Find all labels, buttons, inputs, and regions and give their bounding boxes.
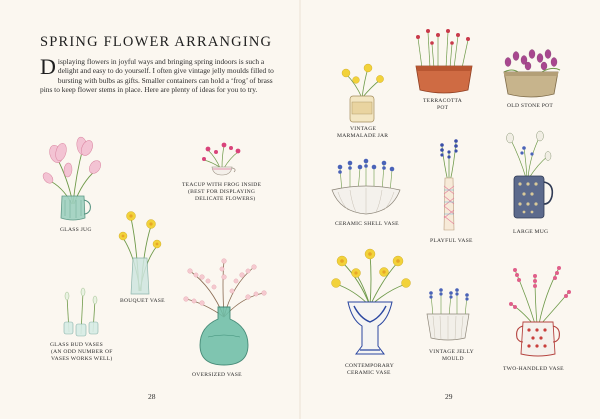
- label-teacup-line1: TEACUP WITH FROG INSIDE: [182, 182, 262, 188]
- label-ceramic-shell-vase: CERAMIC SHELL VASE: [335, 221, 399, 227]
- label-glass-bud-line3: VASES WORKS WELL): [51, 356, 113, 362]
- two-handled-vase-illustration: [505, 262, 575, 362]
- label-old-stone-pot: OLD STONE POT: [507, 103, 554, 109]
- intro-text: isplaying flowers in joyful ways and bringing spring indoors is such a delight and easy to do yourself. I often give vintage jelly moulds filled to bursting with bulbs as gifts. Smaller containers can hold a ‘frog’ of brass pins to keep flower stems in place. Here are plenty of ideas for you to try.: [40, 57, 274, 94]
- playful-vase-illustration: [434, 138, 464, 234]
- contemporary-ceramic-vase-illustration: [330, 250, 410, 360]
- marmalade-jar-illustration: [338, 64, 386, 124]
- jelly-mould-illustration: [423, 288, 473, 344]
- stone-pot-illustration: [498, 48, 564, 100]
- terracotta-pot-illustration: [412, 28, 476, 96]
- label-large-mug: LARGE MUG: [513, 229, 549, 235]
- label-terracotta-line2: POT: [437, 105, 449, 111]
- intro-paragraph: [40, 54, 280, 94]
- label-jelly-mould-line2: MOULD: [442, 356, 464, 362]
- label-bouquet-vase: BOUQUET VASE: [120, 298, 165, 304]
- label-contemporary-line1: CONTEMPORARY: [345, 363, 395, 369]
- large-mug-illustration: [502, 132, 558, 224]
- page-gutter: [299, 0, 301, 419]
- label-contemporary-line2: CERAMIC VASE: [347, 370, 391, 376]
- label-two-handled-vase: TWO-HANDLED VASE: [503, 366, 564, 372]
- oversized-vase-illustration: [182, 257, 268, 369]
- label-marmalade-line2: MARMALADE JAR: [337, 133, 389, 139]
- label-glass-jug: GLASS JUG: [60, 227, 92, 233]
- page-number-right: 29: [445, 392, 453, 401]
- label-marmalade-line1: VINTAGE: [350, 126, 377, 132]
- label-glass-bud-line1: GLASS BUD VASES: [50, 342, 103, 348]
- bouquet-vase-illustration: [115, 206, 165, 298]
- page-number-left: 28: [148, 392, 156, 401]
- label-jelly-mould-line1: VINTAGE JELLY: [429, 349, 474, 355]
- glass-jug-illustration: [38, 134, 108, 224]
- label-teacup-line3: DELICATE FLOWERS): [195, 196, 256, 202]
- label-glass-bud-line2: (AN ODD NUMBER OF: [51, 349, 113, 355]
- drop-cap: D: [40, 54, 56, 79]
- ceramic-shell-vase-illustration: [330, 158, 402, 218]
- label-teacup-line2: (BEST FOR DISPLAYING: [188, 189, 256, 195]
- label-playful-vase: PLAYFUL VASE: [430, 238, 473, 244]
- glass-bud-vases-illustration: [55, 290, 105, 340]
- label-oversized-vase: OVERSIZED VASE: [192, 372, 242, 378]
- label-terracotta-line1: TERRACOTTA: [423, 98, 463, 104]
- page-title: SPRING FLOWER ARRANGING: [40, 34, 273, 50]
- teacup-illustration: [198, 140, 246, 178]
